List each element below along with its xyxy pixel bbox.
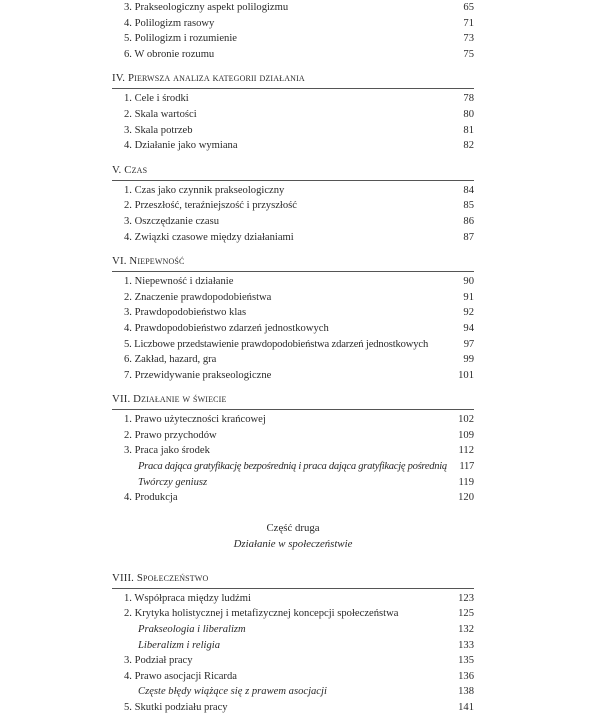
toc-entry [112, 337, 474, 353]
entry-page: 86 [463, 215, 474, 227]
entry-page: 91 [463, 291, 474, 303]
entry-label: 1. Prawo użyteczności krańcowej [124, 414, 266, 426]
entry-page: 136 [458, 670, 474, 682]
chapter-heading [112, 251, 474, 271]
entry-label: Twórczy geniusz [138, 476, 208, 488]
entry-page: 141 [458, 702, 474, 713]
entry-page: 120 [458, 492, 474, 504]
part-subtitle: Działanie w społeczeństwie [233, 537, 353, 550]
part-heading [112, 520, 474, 552]
entry-label: 6. Zakład, hazard, gra [124, 354, 217, 366]
toc-entry [112, 700, 474, 716]
toc-entry [112, 107, 474, 123]
entry-page: 78 [463, 93, 474, 105]
toc-entry [112, 123, 474, 139]
entry-label: 3. Oszczędzanie czasu [124, 215, 219, 227]
table-of-contents [112, 0, 474, 716]
entry-label: 2. Prawo przychodów [124, 429, 217, 441]
entry-page: 119 [458, 476, 474, 488]
toc-entry [112, 653, 474, 669]
entry-label: 5. Polilogizm i rozumienie [124, 33, 237, 45]
entry-label: 2. Skala wartości [124, 108, 197, 120]
entry-page: 87 [463, 231, 474, 243]
entry-page: 94 [463, 322, 474, 334]
entry-label: 1. Czas jako czynnik prakseologiczny [124, 184, 285, 196]
entry-label: 4. Prawdopodobieństwo zdarzeń jednostkowych [124, 322, 329, 334]
entry-page: 109 [458, 429, 474, 441]
entry-label: 2. Znaczenie prawdopodobieństwa [124, 291, 272, 303]
entry-label: 4. Działanie jako wymiana [124, 140, 238, 152]
entry-page: 99 [463, 354, 474, 366]
toc-entry [112, 91, 474, 107]
entry-page: 71 [463, 17, 474, 29]
chapter-title: VII. Działanie w świecie [112, 393, 227, 406]
toc-entry [112, 669, 474, 685]
entry-page: 80 [463, 108, 474, 120]
chapter-rule [112, 588, 474, 589]
toc-entry [112, 31, 474, 47]
toc-entry [112, 290, 474, 306]
entry-page: 92 [463, 307, 474, 319]
toc-entry [112, 490, 474, 506]
chapter-heading [112, 568, 474, 588]
entry-page: 90 [463, 276, 474, 288]
entry-label: 6. W obronie rozumu [124, 48, 215, 60]
entry-page: 75 [463, 48, 474, 60]
entry-page: 102 [458, 414, 474, 426]
toc-entry [112, 321, 474, 337]
toc-entry [112, 412, 474, 428]
entry-page: 73 [463, 33, 474, 45]
entry-label: 4. Związki czasowe między działaniami [124, 231, 294, 243]
toc-entry [112, 443, 474, 459]
toc-entry [112, 352, 474, 368]
toc-subentry [112, 638, 474, 654]
entry-page: 84 [463, 184, 474, 196]
entry-label: Liberalizm i religia [138, 639, 221, 651]
chapter-heading [112, 160, 474, 180]
entry-label: Częste błędy wiążące się z prawem asocjacji [138, 686, 327, 698]
entry-label: 3. Prakseologiczny aspekt polilogizmu [124, 2, 289, 13]
toc-entry [112, 606, 474, 622]
entry-page: 97 [463, 338, 474, 350]
toc-entry [112, 198, 474, 214]
toc-entry [112, 0, 474, 16]
entry-label: 4. Prawo asocjacji Ricarda [124, 670, 237, 682]
entry-page: 85 [463, 200, 474, 212]
entry-page: 101 [458, 369, 474, 381]
toc-subentry [112, 622, 474, 638]
chapter-heading [112, 389, 474, 409]
entry-label: 5. Liczbowe przedstawienie prawdopodobieństwa zdarzeń jednostkowych [124, 338, 429, 350]
chapter-title: VI. Niepewność [112, 255, 185, 268]
entry-label: 3. Prawdopodobieństwo klas [124, 307, 247, 319]
chapter-rule [112, 180, 474, 181]
entry-page: 125 [458, 608, 474, 620]
chapter-rule [112, 271, 474, 272]
entry-label: 2. Krytyka holistycznej i metafizycznej koncepcji społeczeństwa [124, 608, 399, 620]
chapter-title: VIII. Społeczeństwo [112, 571, 209, 584]
entry-page: 132 [458, 624, 474, 636]
toc-entry [112, 428, 474, 444]
entry-page: 133 [458, 639, 474, 651]
entry-page: 135 [458, 655, 474, 667]
part-title: Część druga [266, 521, 320, 534]
entry-page: 81 [463, 124, 474, 136]
entry-page: 123 [458, 592, 474, 604]
entry-page: 138 [458, 686, 474, 698]
toc-entry [112, 305, 474, 321]
toc-subentry [112, 459, 474, 475]
chapter-heading [112, 68, 474, 88]
entry-page: 112 [458, 445, 474, 457]
toc-entry [112, 591, 474, 607]
entry-page: 117 [459, 461, 474, 473]
toc-entry [112, 274, 474, 290]
entry-label: 1. Niepewność i działanie [124, 276, 234, 288]
entry-label: Prakseologia i liberalizm [138, 624, 246, 636]
toc-entry [112, 16, 474, 32]
entry-label: 3. Podział pracy [124, 655, 193, 667]
entry-label: 3. Praca jako środek [124, 445, 210, 457]
chapter-rule [112, 409, 474, 410]
chapter-title: IV. Pierwsza analiza kategorii działania [112, 72, 305, 85]
toc-entry [112, 368, 474, 384]
entry-label: 5. Skutki podziału pracy [124, 702, 228, 713]
toc-entry [112, 214, 474, 230]
entry-page: 82 [463, 140, 474, 152]
toc-entry [112, 230, 474, 246]
toc-subentry [112, 684, 474, 700]
entry-label: 4. Produkcja [124, 492, 178, 504]
entry-label: 1. Współpraca między ludźmi [124, 592, 251, 604]
toc-entry [112, 47, 474, 63]
entry-label: Praca dająca gratyfikację bezpośrednią i praca dająca gratyfikację pośrednią [138, 461, 447, 473]
toc-entry [112, 183, 474, 199]
entry-label: 4. Polilogizm rasowy [124, 17, 215, 29]
chapter-rule [112, 88, 474, 89]
entry-label: 2. Przeszłość, teraźniejszość i przyszłość [124, 200, 297, 212]
entry-label: 3. Skala potrzeb [124, 124, 193, 136]
entry-page: 65 [463, 2, 474, 13]
toc-entry [112, 138, 474, 154]
entry-label: 7. Przewidywanie prakseologiczne [124, 369, 272, 381]
chapter-title: V. Czas [112, 163, 148, 176]
toc-subentry [112, 475, 474, 491]
entry-label: 1. Cele i środki [124, 93, 189, 105]
